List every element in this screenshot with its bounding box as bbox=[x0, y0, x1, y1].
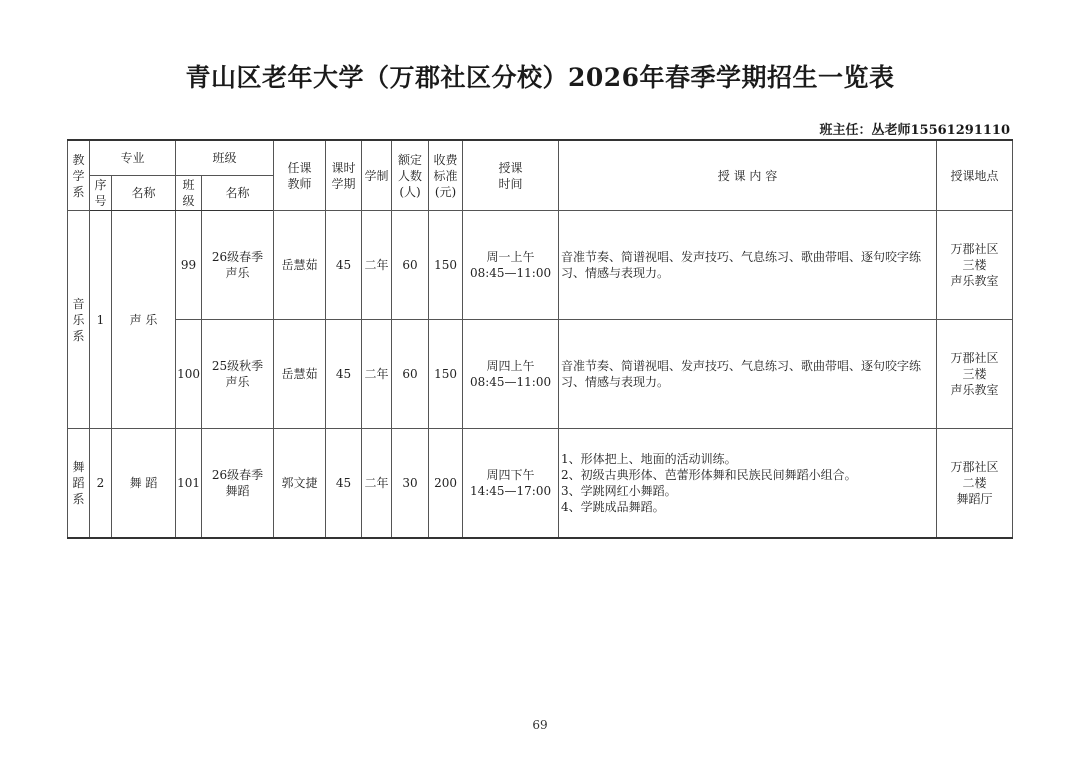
header-fee: 收费 标准 (元) bbox=[429, 140, 463, 211]
class-no-cell: 101 bbox=[176, 429, 202, 539]
teacher-cell: 岳慧茹 bbox=[274, 320, 326, 429]
header-major-name: 名称 bbox=[112, 176, 176, 211]
header-content: 授 课 内 容 bbox=[559, 140, 937, 211]
quota-cell: 60 bbox=[392, 211, 429, 320]
content-cell: 音准节奏、简谱视唱、发声技巧、气息练习、歌曲带唱、逐句咬字练习、情感与表现力。 bbox=[559, 211, 937, 320]
page-number: 69 bbox=[532, 718, 548, 732]
teacher-cell: 岳慧茹 bbox=[274, 211, 326, 320]
header-class: 班级 bbox=[176, 140, 274, 176]
time-cell: 周四上午 08:45—11:00 bbox=[463, 320, 559, 429]
header-seq: 序号 bbox=[90, 176, 112, 211]
location-cell: 万郡社区 二楼 舞蹈厅 bbox=[937, 429, 1013, 539]
major-cell: 舞 蹈 bbox=[112, 429, 176, 539]
header-hours: 课时 学期 bbox=[326, 140, 362, 211]
major-cell: 声 乐 bbox=[112, 211, 176, 429]
header-time: 授课 时间 bbox=[463, 140, 559, 211]
system-cell: 二年 bbox=[362, 211, 392, 320]
quota-cell: 60 bbox=[392, 320, 429, 429]
header-quota: 额定 人数 (人) bbox=[392, 140, 429, 211]
content-cell: 1、形体把上、地面的活动训练。 2、初级古典形体、芭蕾形体舞和民族民间舞蹈小组合。 3、学跳网红小舞蹈。 4、学跳成品舞蹈。 bbox=[559, 429, 937, 539]
location-cell: 万郡社区 三楼 声乐教室 bbox=[937, 211, 1013, 320]
quota-cell: 30 bbox=[392, 429, 429, 539]
hours-cell: 45 bbox=[326, 429, 362, 539]
time-cell: 周四下午 14:45—17:00 bbox=[463, 429, 559, 539]
system-cell: 二年 bbox=[362, 429, 392, 539]
dept-cell: 舞蹈系 bbox=[68, 429, 90, 539]
table-row bbox=[68, 429, 1013, 539]
dept-cell: 音乐系 bbox=[68, 211, 90, 429]
page-title: 青山区老年大学（万郡社区分校）2026年春季学期招生一览表 bbox=[185, 63, 895, 92]
enrollment-table bbox=[67, 139, 1013, 539]
system-cell: 二年 bbox=[362, 320, 392, 429]
class-name-cell: 26级春季 舞蹈 bbox=[202, 429, 274, 539]
content-cell: 音准节奏、简谱视唱、发声技巧、气息练习、歌曲带唱、逐句咬字练习、情感与表现力。 bbox=[559, 320, 937, 429]
class-no-cell: 99 bbox=[176, 211, 202, 320]
header-class-no: 班级 bbox=[176, 176, 202, 211]
time-cell: 周一上午 08:45—11:00 bbox=[463, 211, 559, 320]
fee-cell: 150 bbox=[429, 320, 463, 429]
class-name-cell: 26级春季 声乐 bbox=[202, 211, 274, 320]
class-no-cell: 100 bbox=[176, 320, 202, 429]
fee-cell: 200 bbox=[429, 429, 463, 539]
seq-cell: 1 bbox=[90, 211, 112, 429]
header-class-name: 名称 bbox=[202, 176, 274, 211]
head-teacher-info: 班主任：丛老师15561291110 bbox=[819, 123, 1010, 138]
fee-cell: 150 bbox=[429, 211, 463, 320]
hours-cell: 45 bbox=[326, 211, 362, 320]
location-cell: 万郡社区 三楼 声乐教室 bbox=[937, 320, 1013, 429]
header-major: 专业 bbox=[90, 140, 176, 176]
header-system: 学制 bbox=[362, 140, 392, 211]
seq-cell: 2 bbox=[90, 429, 112, 539]
table-row bbox=[68, 211, 1013, 320]
table-row bbox=[68, 320, 1013, 429]
header-dept: 教学系 bbox=[68, 140, 90, 211]
header-teacher: 任课 教师 bbox=[274, 140, 326, 211]
hours-cell: 45 bbox=[326, 320, 362, 429]
header-location: 授课地点 bbox=[937, 140, 1013, 211]
teacher-cell: 郭文捷 bbox=[274, 429, 326, 539]
class-name-cell: 25级秋季 声乐 bbox=[202, 320, 274, 429]
